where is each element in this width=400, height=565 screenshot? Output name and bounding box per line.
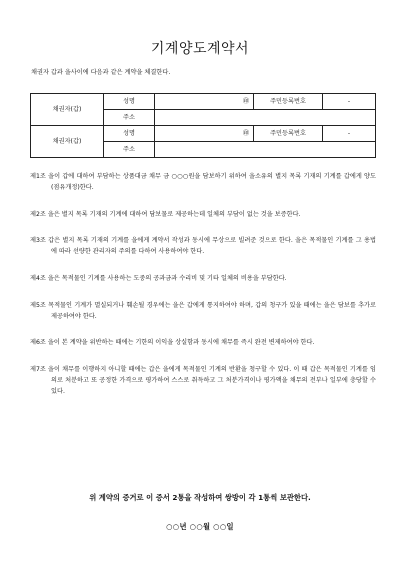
debtor-id-label: 주민등록번호 xyxy=(254,126,323,142)
document-title: 기계양도계약서 xyxy=(150,41,250,57)
seal-mark: ㊞ xyxy=(242,129,249,137)
closing-statement: 위 계약의 증거로 이 증서 2통을 작성하여 쌍방이 각 1통씩 보관한다. xyxy=(89,493,311,502)
contract-date: ○○년 ○○월 ○○일 xyxy=(166,522,234,531)
creditor-label: 채권자(갑) xyxy=(31,94,104,126)
article-2: 제2조 을은 별지 목록 기재의 기계에 대하여 담보물로 제공하는데 일체의 부담이 없는 것을 보증한다. xyxy=(30,210,301,218)
debtor-label: 채권자(갑) xyxy=(31,126,104,158)
article-4: 제4조 을은 목적물인 기계를 사용하는 도중의 공과금과 수리비 및 기타 일체의 비용을 부담한다. xyxy=(30,274,287,282)
debtor-name-label: 성명 xyxy=(104,126,155,142)
creditor-name-row xyxy=(31,94,376,110)
article-7: 제7조 을이 채무를 이행하지 아니할 때에는 갑은 을에게 목적물인 기계의 반환을 청구할 수 있다. 이 때 갑은 목적물인 기계를 임의로 처분하고 또 공정한 가격으로 평가하여 스스로 취득하고 그 처분가격이나 평가액을 채무의 전부나 일부에 충당할 수 있다. xyxy=(30,366,376,395)
intro-text: 채권자 갑과 을사이에 다음과 같은 계약을 체결한다. xyxy=(31,69,171,76)
creditor-id-value[interactable]: - xyxy=(323,94,376,110)
debtor-address-label: 주소 xyxy=(104,142,155,158)
creditor-address-value[interactable] xyxy=(155,110,376,126)
debtor-name-cell[interactable] xyxy=(155,126,254,142)
debtor-address-value[interactable] xyxy=(155,142,376,158)
debtor-id-value[interactable]: - xyxy=(323,126,376,142)
creditor-id-label: 주민등록번호 xyxy=(254,94,323,110)
creditor-address-label: 주소 xyxy=(104,110,155,126)
article-1: 제1조 을이 갑에 대하여 부담하는 상품대금 채무 금 ○○○원을 담보하기 위하여 을소유의 별지 목록 기재의 기계를 갑에게 양도(점유개정)한다. xyxy=(30,173,376,191)
creditor-name-cell[interactable] xyxy=(155,94,254,110)
article-5: 제5조 목적물인 기계가 멸실되거나 훼손될 경우에는 을은 갑에게 통지하여야 하며, 갑의 청구가 있을 때에는 을은 담보를 추가로 제공하여야 한다. xyxy=(30,301,376,320)
articles-section xyxy=(30,172,376,398)
article-6: 제6조 을이 본 계약을 위반하는 때에는 기한의 이익을 상실함과 동시에 채무를 즉시 완전 변제하여야 한다. xyxy=(30,339,315,347)
creditor-name-label: 성명 xyxy=(104,94,155,110)
article-3: 제3조 갑은 별지 목록 기재의 기계를 을에게 계약서 작성과 동시에 무상으로 빌려준 것으로 한다. 을은 목적물인 기계를 그 용법에 따라 선량한 관리자의 주의를 다하여 사용하여야 한다. xyxy=(30,237,376,256)
seal-mark: ㊞ xyxy=(242,97,249,105)
debtor-name-row xyxy=(31,126,376,142)
parties-table xyxy=(30,93,376,158)
